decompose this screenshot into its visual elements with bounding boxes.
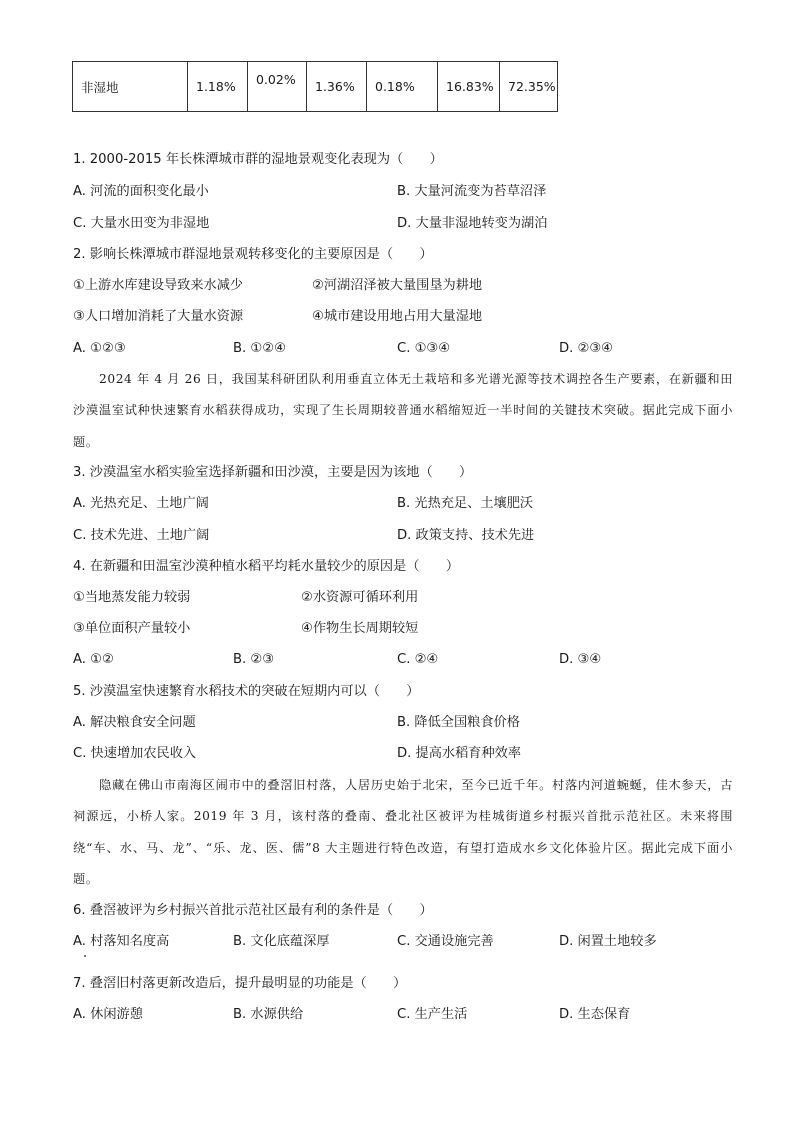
question-6-option-c[interactable]: C. 交通设施完善 [397,934,494,949]
question-3-stem: 3. 沙漠温室水稻实验室选择新疆和田沙漠，主要是因为该地（ ） [73,465,473,480]
question-3-option-b[interactable]: B. 光热充足、土壤肥沃 [397,496,534,511]
question-4-option-a[interactable]: A. ①② [73,652,114,667]
question-7-option-c[interactable]: C. 生产生活 [397,1007,468,1022]
question-7-stem: 7. 叠滘旧村落更新改造后，提升最明显的功能是（ ） [73,976,407,991]
question-4-statement-4: ④作物生长周期较短 [301,621,419,636]
question-5-option-c[interactable]: C. 快速增加农民收入 [73,746,197,761]
question-3-option-a[interactable]: A. 光热充足、土地广阔 [73,496,209,511]
question-3-option-d[interactable]: D. 政策支持、技术先进 [397,528,535,543]
question-1-option-a[interactable]: A. 河流的面积变化最小 [73,184,209,199]
question-2-statement-4: ④城市建设用地占用大量湿地 [312,309,483,324]
question-1-option-b[interactable]: B. 大量河流变为苔草沼泽 [397,184,547,199]
question-4-stem: 4. 在新疆和田温室沙漠种植水稻平均耗水量较少的原因是（ ） [73,559,460,574]
question-2-stem: 2. 影响长株潭城市群湿地景观转移变化的主要原因是（ ） [73,247,433,262]
question-2-option-c[interactable]: C. ①③④ [397,341,451,356]
question-7-option-b[interactable]: B. 水源供给 [233,1007,304,1022]
question-4-statement-1: ①当地蒸发能力较弱 [73,590,191,605]
passage-rice-desert [73,364,733,458]
table-cell: 0.18% [367,62,438,112]
passage-rice-desert-text: 2024 年 4 月 26 日，我国某科研团队利用垂直立体无土栽培和多光谱光源等技术调控各生产要素，在新疆和田沙漠温室试种快速繁育水稻获得成功，实现了生长周期较普通水稻缩短近一半时间的关键技术突破。据此完成下面小题。 [73,372,733,449]
question-1-stem: 1. 2000-2015 年长株潭城市群的湿地景观变化表现为（ ） [73,152,443,167]
stray-dot [84,955,86,957]
question-6-stem: 6. 叠滘被评为乡村振兴首批示范社区最有利的条件是（ ） [73,903,433,918]
passage-diejiao-village [73,770,733,896]
question-5-option-b[interactable]: B. 降低全国粮食价格 [397,715,520,730]
table-cell: 1.36% [307,62,367,112]
question-7-option-d[interactable]: D. 生态保育 [559,1007,631,1022]
question-5-stem: 5. 沙漠温室快速繁育水稻技术的突破在短期内可以（ ） [73,684,420,699]
table-cell: 72.35% [500,62,558,112]
question-7-option-a[interactable]: A. 休闲游憩 [73,1007,143,1022]
question-4-statement-3: ③单位面积产量较小 [73,621,191,636]
table-cell: 1.18% [188,62,248,112]
question-2-option-b[interactable]: B. ①②④ [233,341,286,356]
table-row [73,62,558,112]
question-3-option-c[interactable]: C. 技术先进、土地广阔 [73,528,210,543]
table-cell: 非湿地 [73,62,188,112]
question-1-option-c[interactable]: C. 大量水田变为非湿地 [73,216,210,231]
question-5-option-d[interactable]: D. 提高水稻育种效率 [397,746,522,761]
table-cell: 0.02% [248,62,307,112]
passage-diejiao-village-text: 隐藏在佛山市南海区闹市中的叠滘旧村落，人居历史始于北宋，至今已近千年。村落内河道蜿蜒，佳木参天，古祠源远，小桥人家。2019 年 3 月，该村落的叠南、叠北社区被评为桂城街道乡村振兴首批示范社区。未来将围绕“车、水、马、龙”、“乐、龙、医、儒”8 大主题进行特色改造，有望打造成水乡文化体验片区。据此完成下面小题。 [73,778,733,887]
wetland-change-table [72,61,558,112]
question-4-option-d[interactable]: D. ③④ [559,652,602,667]
question-2-statement-2: ②河湖沼泽被大量围垦为耕地 [312,278,483,293]
question-6-option-d[interactable]: D. 闲置土地较多 [559,934,657,949]
table-cell: 16.83% [438,62,500,112]
question-2-option-a[interactable]: A. ①②③ [73,341,126,356]
question-6-option-a[interactable]: A. 村落知名度高 [73,934,170,949]
question-2-option-d[interactable]: D. ②③④ [559,341,614,356]
question-2-statement-3: ③人口增加消耗了大量水资源 [73,309,244,324]
question-4-statement-2: ②水资源可循环利用 [301,590,419,605]
question-2-statement-1: ①上游水库建设导致来水减少 [73,278,244,293]
question-4-option-b[interactable]: B. ②③ [233,652,275,667]
question-5-option-a[interactable]: A. 解决粮食安全问题 [73,715,196,730]
question-4-option-c[interactable]: C. ②④ [397,652,439,667]
question-6-option-b[interactable]: B. 文化底蕴深厚 [233,934,330,949]
question-1-option-d[interactable]: D. 大量非湿地转变为湖泊 [397,216,548,231]
